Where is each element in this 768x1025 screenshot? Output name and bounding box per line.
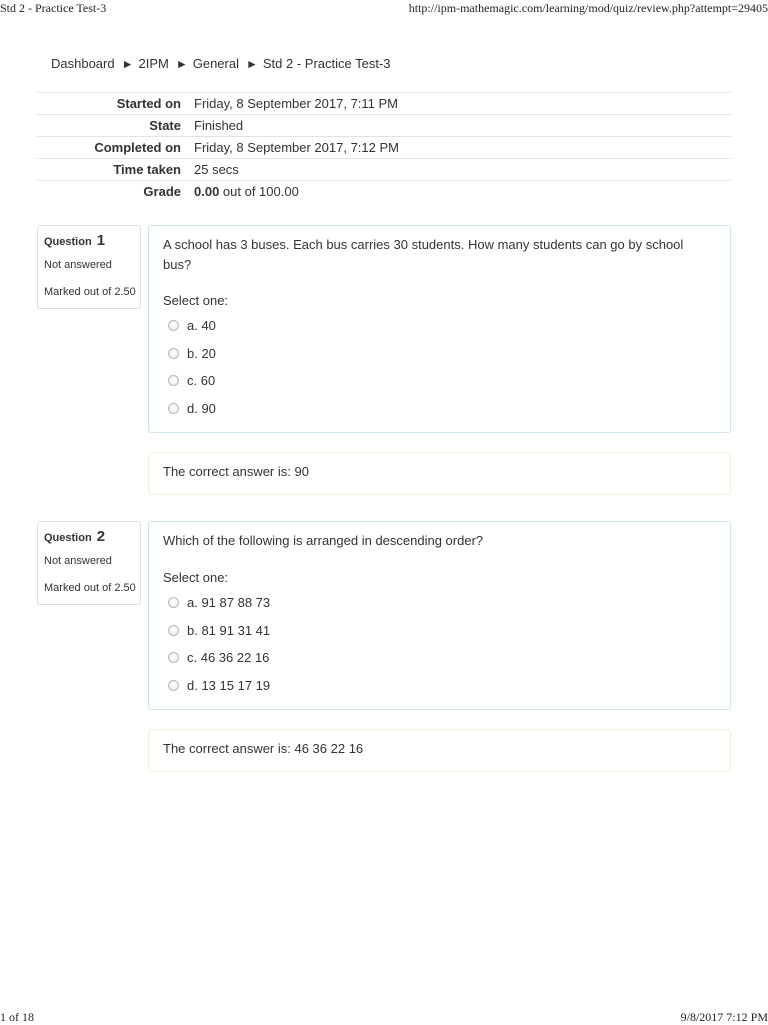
summary-label: Grade [37, 181, 194, 203]
option-label: d. 13 15 17 19 [187, 677, 271, 693]
question-text: Which of the following is arranged in descending order? [163, 533, 484, 548]
breadcrumb-quiz[interactable]: Std 2 - Practice Test-3 [262, 56, 391, 71]
radio-icon[interactable] [168, 320, 179, 331]
summary-label: Completed on [37, 137, 194, 159]
answer-option[interactable] [168, 372, 215, 388]
question-number [44, 232, 105, 249]
option-label: a. 91 87 88 73 [187, 594, 271, 610]
print-footer [0, 1009, 768, 1025]
radio-icon[interactable] [168, 375, 179, 386]
summary-label: Time taken [37, 159, 194, 181]
grade-total: out of 100.00 [219, 184, 299, 199]
option-label: b. 81 91 31 41 [187, 622, 271, 638]
breadcrumb-dashboard[interactable]: Dashboard [51, 56, 115, 71]
select-one-prompt: Select one: [163, 293, 229, 308]
summary-value: 25 secs [194, 159, 731, 181]
correct-answer-text: The correct answer is: 46 36 22 16 [163, 741, 364, 756]
grade-score: 0.00 [194, 184, 220, 199]
breadcrumb-course[interactable]: 2IPM [138, 56, 169, 71]
select-one-prompt: Select one: [163, 570, 229, 585]
option-label: d. 90 [187, 400, 216, 416]
question-number-value: 1 [96, 232, 106, 249]
summary-value: Friday, 8 September 2017, 7:11 PM [194, 93, 731, 115]
question-2-info [37, 521, 141, 605]
answer-option[interactable] [168, 317, 216, 333]
summary-value: Friday, 8 September 2017, 7:12 PM [194, 137, 731, 159]
radio-icon[interactable] [168, 403, 179, 414]
attempt-summary-table [37, 92, 731, 202]
answer-option[interactable] [168, 649, 269, 665]
question-marks: Marked out of 2.50 [44, 582, 136, 594]
breadcrumb [51, 56, 391, 71]
option-label: b. 20 [187, 345, 216, 361]
answer-option[interactable] [168, 345, 216, 361]
print-header-url: http://ipm-mathemagic.com/learning/mod/quiz/review.php?attempt=29405 [408, 1, 768, 15]
question-label: Question [44, 532, 92, 544]
breadcrumb-separator-icon: ► [121, 57, 134, 71]
question-2-content [148, 521, 731, 710]
question-number-value: 2 [96, 528, 106, 545]
breadcrumb-section[interactable]: General [192, 56, 239, 71]
question-marks: Marked out of 2.50 [44, 286, 136, 298]
radio-icon[interactable] [168, 652, 179, 663]
option-label: c. 60 [187, 372, 216, 388]
correct-answer-text: The correct answer is: 90 [163, 464, 309, 479]
question-label: Question [44, 236, 92, 248]
radio-icon[interactable] [168, 348, 179, 359]
question-text: A school has 3 buses. Each bus carries 30 students. How many students can go by school bus? [163, 237, 684, 272]
answer-option[interactable] [168, 677, 270, 693]
question-1-feedback [148, 452, 731, 495]
question-state: Not answered [44, 555, 112, 567]
question-1-info [37, 225, 141, 309]
print-header-title: Std 2 - Practice Test-3 [0, 1, 107, 15]
option-label: c. 46 36 22 16 [187, 649, 270, 665]
summary-row-completed [37, 137, 731, 159]
summary-row-state [37, 115, 731, 137]
radio-icon[interactable] [168, 680, 179, 691]
print-header [0, 0, 768, 16]
breadcrumb-separator-icon: ► [175, 57, 188, 71]
summary-label: State [37, 115, 194, 137]
summary-row-grade [37, 181, 731, 203]
answer-option[interactable] [168, 622, 270, 638]
question-2-feedback [148, 729, 731, 772]
summary-row-time-taken [37, 159, 731, 181]
radio-icon[interactable] [168, 597, 179, 608]
question-1-content [148, 225, 731, 433]
question-number [44, 528, 105, 545]
print-timestamp: 9/8/2017 7:12 PM [680, 1010, 768, 1024]
answer-option[interactable] [168, 594, 270, 610]
summary-label: Started on [37, 93, 194, 115]
summary-value: Finished [194, 115, 731, 137]
breadcrumb-separator-icon: ► [245, 57, 258, 71]
page-counter: 1 of 18 [0, 1010, 34, 1024]
answer-option[interactable] [168, 400, 216, 416]
question-state: Not answered [44, 259, 112, 271]
summary-row-started [37, 93, 731, 115]
radio-icon[interactable] [168, 625, 179, 636]
summary-value [194, 181, 731, 203]
option-label: a. 40 [187, 317, 216, 333]
